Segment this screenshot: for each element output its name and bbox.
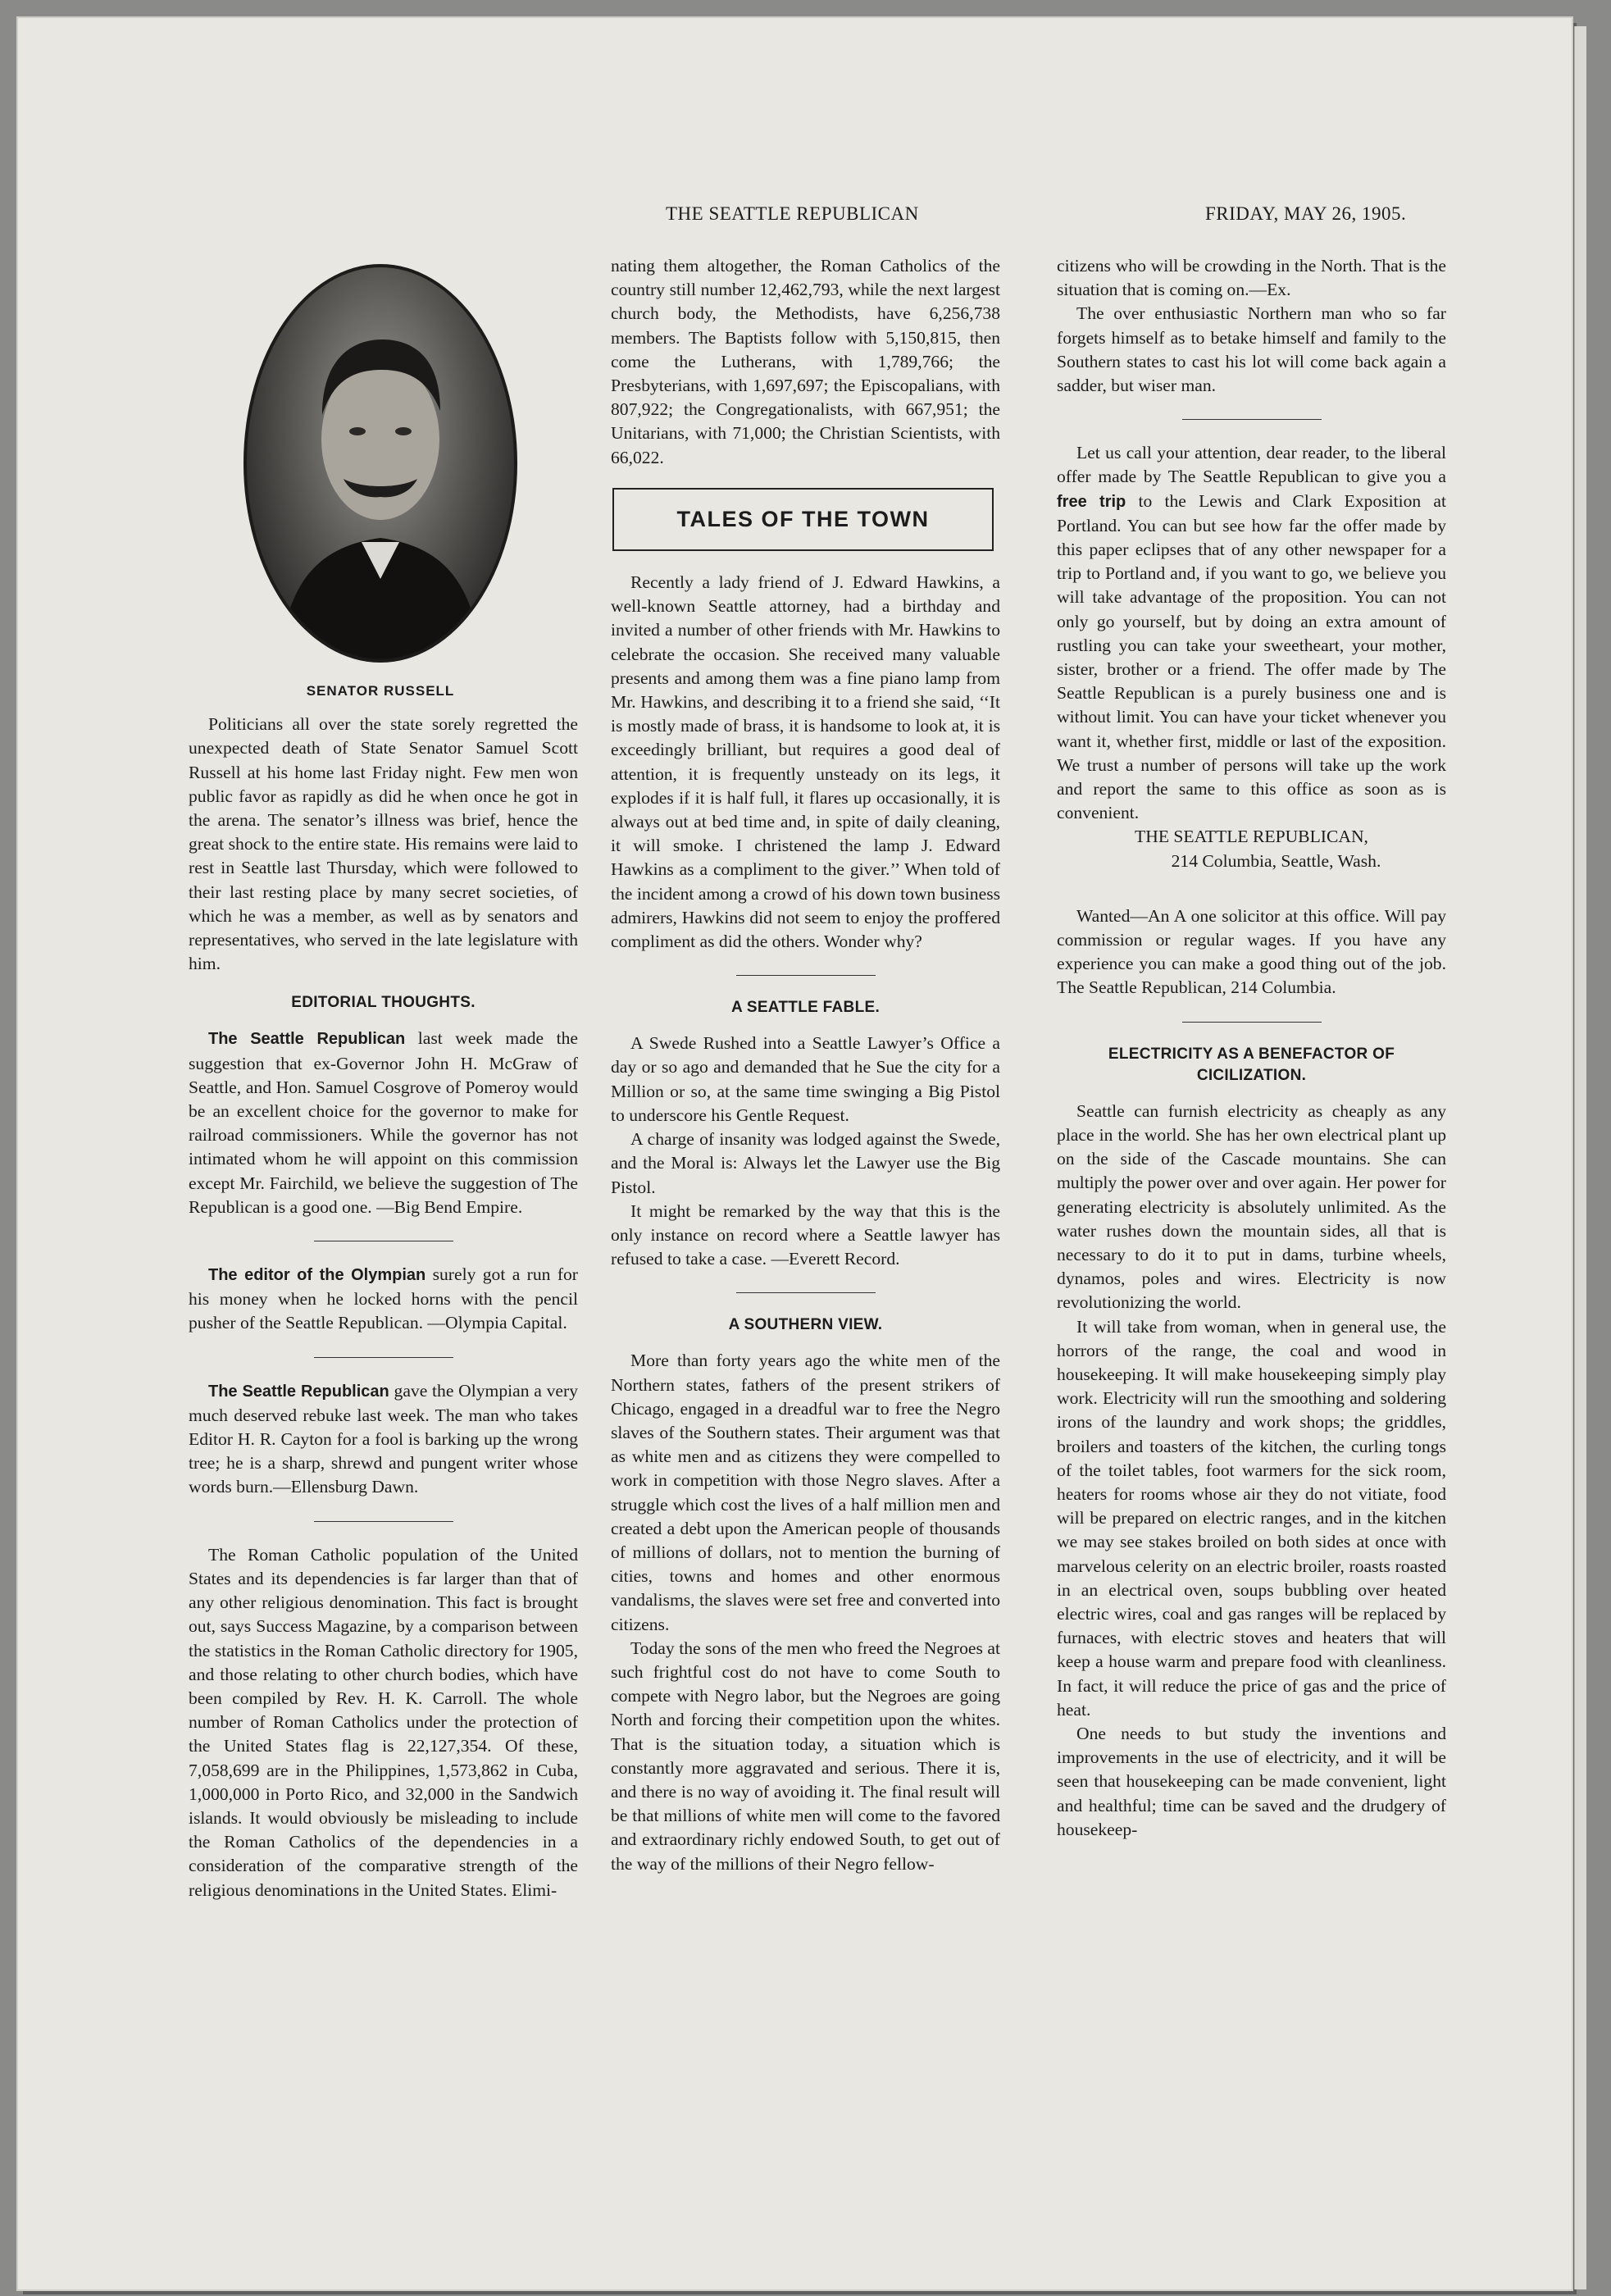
southern-paragraph-1: More than forty years ago the white men of the Northern states, fathers of the present strikers of Chicago, engaged in a dreadful war to free the Negro slaves of the Southern states. Their argument was that as white men and as citizens they were compelled to work in competition with those Negro slaves. After a struggle which cost the lives of a half million men and created a debt upon the American people of thousands of millions of dollars, not to mention the burning of cities, towns and homes and other enormous vandalisms, the slaves were set free and converted into citizens. [611, 1351, 1000, 1634]
editorial-item-2 [189, 1263, 578, 1336]
column-2 [611, 254, 1000, 1876]
divider-rule [314, 1357, 453, 1358]
senator-portrait [243, 264, 517, 663]
portrait-figure [247, 267, 514, 659]
divider-rule [314, 1521, 453, 1522]
electricity-paragraph-3: One needs to but study the inventions and improvements in the use of electricity, and it will be seen that housekeeping can be made convenient, light and healthful; time can be saved and the drudgery of housekeep- [1057, 1723, 1446, 1839]
tales-of-the-town-heading: TALES OF THE TOWN [612, 488, 994, 551]
fable-paragraph-3: It might be remarked by the way that this is the only instance on record where a Seattle lawyer has refused to take a case. —Everett Record. [611, 1200, 1000, 1269]
editorial-item-1-lead: The Seattle Republican [208, 1030, 406, 1049]
editorial-item-3-text: gave the Olympian a very much deserved rebuke last week. The man who takes Editor H. R. Cayton for a fool is barking up the wrong tree; he is a sharp, shrewd and pungent writer whose words burn.—Ellensburg Dawn. [189, 1380, 578, 1497]
issue-date: FRIDAY, MAY 26, 1905. [1205, 203, 1407, 224]
page-header [18, 203, 1572, 236]
southern-continued: citizens who will be crowding in the North. That is the situation that is coming on.—Ex. [1057, 256, 1446, 300]
catholic-article: The Roman Catholic population of the United States and its dependencies is far larger than that of any other religious denomination. This fact is brought out, says Success Magazine, by a comparison between the statistics in the Roman Catholic directory for 1905, and those relating to other church bodies, which have been compiled by Rev. H. K. Carroll. The whole number of Roman Catholics under the protection of the United States flag is 22,127,354. Of these, 7,058,699 are in the Philippines, 1,573,862 in Cuba, 1,000,000 in Porto Rico, and 32,000 in the Sandwich islands. It would obviously be misleading to include the Roman Catholics of the dependencies in a consideration of the comparative strength of the religious denominations in the United States. Elimi- [189, 1544, 578, 1900]
fable-paragraph-2: A charge of insanity was lodged against the Swede, and the Moral is: Always let the Lawyer use the Big Pistol. [611, 1129, 1000, 1197]
southern-view-heading: A SOUTHERN VIEW. [728, 1316, 883, 1334]
signoff-address: 214 Columbia, Seattle, Wash. [1171, 850, 1381, 871]
editorial-item-2-lead: The editor of the Olympian [208, 1266, 426, 1285]
electricity-paragraph-2: It will take from woman, when in general use, the horrors of the range, the coal and wood in housekeeping. It will make housekeeping simply play work. Electricity will run the smoothing and soldering irons of the laundry and work shops; the griddles, broilers and toasters of the kitchen, the curling tongs of the toilet tables, foot warmers for the sick room, heaters for rooms whose air they do not vitiate, food will be prepared on electric ranges, and in the kitchen we may see stakes broiled on both sides at once with marvelous celerity on an electric broiler, roasts roasted in an electrical oven, soups bubbling over heated electric wires, coal and gas ranges will be replaced by furnaces, with electric stoves and heaters that will keep a house warm and prepare food with cleanliness. In fact, it will reduce the price of gas and the price of heat. [1057, 1316, 1446, 1720]
divider-rule [736, 975, 876, 976]
editorial-item-2-text: surely got a run for his money when he locked horns with the pencil pusher of the Seattle Republican. —Olympia Capital. [189, 1264, 578, 1333]
column-3 [1057, 254, 1446, 1842]
tales-article: Recently a lady friend of J. Edward Hawkins, a well-known Seattle attorney, had a birthday and invited a number of other friends with Mr. Hawkins to celebrate the occasion. She received many valuable presents and among them was a fine piano lamp from Mr. Hawkins, and describing it to a friend she said, ‘‘It is mostly made of brass, it is handsome to look at, it is exceedingly brilliant, but requires a good deal of attention, it is frequently unsteady on its legs, it explodes if it is half full, it flares up occasionally, it is always out at bed time and, in spite of daily cleaning, it will smoke. I christened the lamp J. Edward Hawkins as a compliment to the giver.’’ When told of the incident among a crowd of his down town business admirers, Hawkins did not seem to enjoy the proffered compliment as did the others. Wonder why? [611, 572, 1000, 952]
southern-paragraph-3: The over enthusiastic Northern man who so far forgets himself as to betake himself and family to the Southern states to cast his lot will come back again a sadder, but wiser man. [1057, 303, 1446, 396]
signoff-name: THE SEATTLE REPUBLICAN, [1135, 827, 1368, 847]
free-trip-offer [1057, 441, 1446, 825]
electricity-paragraph-1: Seattle can furnish electricity as cheaply as any place in the world. She has her own electrical plant up on the side of the Cascade mountains. She can multiply the power over and over again. Her power for generating electricity is absolutely unlimited. As the water rushes down the mountain sides, all that is necessary to do it to put in dams, turbine wheels, dynamos, poles and wires. Electricity is now revolutionizing the world. [1057, 1100, 1446, 1313]
newspaper-page [18, 18, 1572, 2289]
paper-title: THE SEATTLE REPUBLICAN [666, 203, 919, 224]
divider-rule [736, 1292, 876, 1293]
editorial-heading: EDITORIAL THOUGHTS. [291, 994, 476, 1012]
offer-text-pre: Let us call your attention, dear reader, to the liberal offer made by The Seattle Republican to give you a [1057, 443, 1446, 487]
editorial-item-1 [189, 1027, 578, 1219]
fable-heading: A SEATTLE FABLE. [730, 999, 881, 1017]
offer-free-trip: free trip [1057, 492, 1126, 511]
southern-paragraph-2: Today the sons of the men who freed the Negroes at such frightful cost do not have to come South to compete with Negro labor, but the Negroes are going North and forcing their competition upon the whites. That is the situation today, a situation which is constantly more aggravated and serious. There it is, and there is no way of avoiding it. The final result will be that millions of white men will come to the favored and extraordinary richly endowed South, to get out of the way of the millions of their Negro fellow- [611, 1638, 1000, 1874]
editorial-item-1-text: last week made the suggestion that ex-Governor John H. McGraw of Seattle, and Hon. Samuel Cosgrove of Pomeroy would be an excellent choice for the governor to make for railroad commissioners. While the governor has not intimated whom he will appoint on this commission except Mr. Fairchild, we believe the suggestion of The Republican is a good one. —Big Bend Empire. [189, 1028, 578, 1217]
offer-text-post: to the Lewis and Clark Exposition at Portland. You can but see how far the offer made by this paper eclipses that of any other newspaper for a trip to Portland and, if you want to go, we believe you will take advantage of the proposition. You can not only go yourself, but by doing an extra amount of rustling you can take your sweetheart, your mother, sister, brother or a friend. The offer made by The Seattle Republican is a purely business one and is without limit. You can have your ticket whenever you want it, whether first, middle or last of the exposition. We trust a number of persons will take up the work and report the same to this office as soon as is convenient. [1057, 490, 1446, 823]
editorial-item-3-lead: The Seattle Republican [208, 1382, 389, 1401]
portrait-caption: SENATOR RUSSELL [306, 683, 455, 699]
divider-rule [1182, 419, 1322, 420]
electricity-heading: ELECTRICITY AS A BENEFACTOR OF CICILIZATION. [1108, 1045, 1395, 1084]
catholic-article-continued: nating them altogether, the Roman Catholics of the country still number 12,462,793, while the next largest church body, the Methodists, have 6,256,738 members. The Baptists follow with 5,150,815, then come the Lutherans, with 1,789,766; the Presbyterians, with 1,697,697; the Episcopalians, with 807,922; the Congregationalists, with 667,951; the Unitarians, with 71,000; the Christian Scientists, with 66,022. [611, 256, 1000, 467]
spacer [1057, 873, 1446, 904]
editorial-item-3 [189, 1379, 578, 1500]
wanted-ad: Wanted—An A one solicitor at this office. Will pay commission or regular wages. If you have any experience you can make a good thing out of the job. The Seattle Republican, 214 Columbia. [1057, 905, 1446, 998]
portrait-block [241, 264, 520, 703]
fable-paragraph-1: A Swede Rushed into a Seattle Lawyer’s Office a day or so ago and demanded that he Sue the city for a Million or so, at the same time swinging a Big Pistol to underscore his Gentle Request. [611, 1033, 1000, 1125]
divider-rule [1182, 1022, 1322, 1023]
russell-article: Politicians all over the state sorely regretted the unexpected death of State Senator Samuel Scott Russell at his home last Friday night. Few men won public favor as rapidly as did he when once he got in the arena. The senator’s illness was brief, hence the great shock to the entire state. His remains were laid to rest in Seattle last Thursday, which were followed to their last resting place by many secret societies, of which he was a member, as well as by senators and representatives, who served in the late legislature with him. [189, 714, 578, 974]
column-1 [189, 264, 578, 1902]
